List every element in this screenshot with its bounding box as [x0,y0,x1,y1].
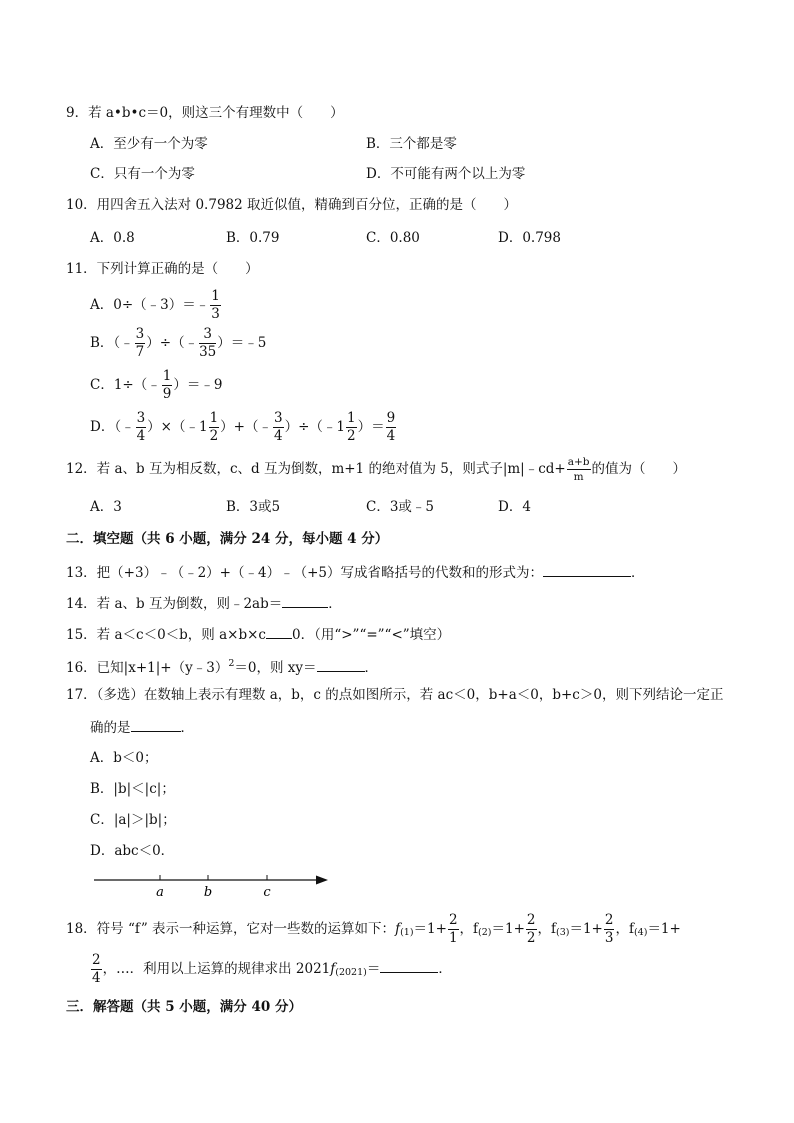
q18-line-1 [66,912,681,950]
q15-stem [66,624,450,644]
denominator: 2 [346,428,356,444]
q10-stem: 10．用四舍五入法对 0.7982 取近似值，精确到百分位，正确的是（ ） [66,197,517,213]
q17-option-a: A．b＜0； [90,750,158,766]
q10-option-c: C．0.80 [366,230,420,246]
q12-fraction [567,457,591,483]
denominator: 1 [448,930,458,946]
q12-stem [66,455,686,483]
numerator: a+b [567,457,591,471]
q11-c-text-1: C．1÷（﹣ [90,377,161,393]
q18-eq-3: ＝1+ [569,921,603,937]
numerator: 2 [604,914,615,931]
label-c: c [263,885,271,900]
number-line-diagram [92,872,332,902]
q16-exponent: 2 [228,658,235,669]
number-line-arrow [316,876,328,885]
q10-option-d: D．0.798 [498,230,561,246]
q14-text: 14．若 a、b 互为倒数，则﹣2ab＝ [66,596,283,612]
q18-f-2: ，f [459,921,479,937]
q16-text-1: 16．已知|x+1|+（y﹣3） [66,660,229,676]
q14-answer-blank[interactable] [282,593,328,608]
q12-option-b: B．3或5 [226,499,281,515]
q18-arg-1: (1) [400,927,414,938]
label-a: a [156,885,164,900]
q18-fraction-2 [526,911,537,946]
q11-option-c [90,368,222,402]
q18-fraction-3 [604,911,615,946]
q18-answer-blank[interactable] [380,958,438,973]
numerator: 2 [91,954,102,971]
label-b: b [203,885,213,900]
q12-stem-text-2: 的值为（ ） [591,461,687,477]
denominator: 4 [273,428,283,444]
numerator: 9 [386,412,397,429]
denominator: 35 [199,344,217,360]
q15-answer-blank[interactable] [266,624,292,639]
q18-eq-2021: ＝ [366,961,381,977]
q17-option-b: B．|b|＜|c|； [90,781,175,797]
q9-option-b: B．三个都是零 [366,136,457,152]
denominator: 7 [135,344,145,360]
numerator: 1 [346,412,357,429]
q11-b-text-1: B．（﹣ [90,335,134,351]
numerator: 3 [136,412,147,429]
q17-end: ． [180,720,194,736]
numerator: 3 [135,328,146,345]
numerator: 3 [273,412,284,429]
q17-option-c: C．|a|＞|b|； [90,812,176,828]
denominator: 4 [92,970,101,986]
q16-stem [66,655,378,677]
q13-end: ． [630,565,645,581]
q11-a-text: A．0÷（﹣3）＝﹣ [90,297,210,313]
q10-option-b: B．0.79 [226,230,280,246]
q11-b-text-3: ）＝﹣5 [217,335,267,351]
q18-eq-1: ＝1+ [413,921,447,937]
q9-option-d: D．不可能有两个以上为零 [366,166,526,182]
q16-answer-blank[interactable] [317,657,365,672]
q18-f-4: ，f [615,921,634,937]
q18-fraction-1 [448,911,459,946]
q18-eq-2: ＝1+ [491,921,525,937]
denominator: 2 [209,428,219,444]
denominator: 2 [526,930,536,946]
q17-answer-blank[interactable] [131,717,181,732]
q9-option-a: A．至少有一个为零 [90,136,208,152]
denominator: 4 [136,428,146,444]
q18-f-1: f [395,921,401,937]
q17-text: 确的是 [90,720,131,736]
q11-b-text-2: ）÷（﹣ [146,335,199,351]
q18-eq-4: ＝1+ [647,921,681,937]
q18-arg-4: (4) [633,927,648,938]
q11-b-fraction-1 [135,325,146,360]
q9-option-c: C．只有一个为零 [90,166,195,182]
q12-option-d: D．4 [498,499,531,515]
q18-text: 18．符号 “f” 表示一种运算，它对一些数的运算如下： [66,921,396,937]
q11-a-fraction [210,287,221,322]
numerator: 2 [448,914,459,931]
q13-text: 13．把（+3）﹣（﹣2）+（﹣4）﹣（+5）写成省略括号的代数和的形式为： [66,565,543,581]
numerator: 3 [199,328,216,345]
q14-end: ． [328,596,342,612]
q9-stem: 9．若 a•b•c＝0，则这三个有理数中（ ） [66,105,344,121]
q12-stem-text-1: 12．若 a、b 互为相反数，c、d 互为倒数，m+1 的绝对值为 5，则式子|m|﹣cd+ [66,461,566,477]
numerator: 1 [162,370,173,387]
q11-d-text-2: ）×（﹣1 [147,419,208,435]
q15-end: 0．（用“>”“=”“<”填空） [291,627,451,643]
q11-c-text-2: ）＝﹣9 [173,377,223,393]
denominator: 3 [604,930,614,946]
q17-stem-line-1: 17．（多选）在数轴上表示有理数 a，b，c 的点如图所示，若 ac＜0，b+a＜0，b+c＞0，则下列结论一定正 [66,687,724,703]
q18-line-2-text: ，…．利用以上运算的规律求出 2021 [102,961,331,977]
q18-arg-3: (3) [556,927,570,938]
q13-stem [66,562,644,582]
q15-text: 15．若 a＜c＜0＜b，则 a×b×c [66,627,266,643]
denominator: m [573,471,584,483]
q11-option-b [90,326,266,360]
q14-stem [66,593,342,613]
numerator: 1 [209,412,220,429]
section-3-heading: 三．解答题（共 5 小题，满分 40 分） [66,999,302,1015]
q16-text-2: ＝0，则 xy＝ [234,660,317,676]
q11-d-text-3: ）+（﹣ [220,419,272,435]
denominator: 9 [162,386,172,402]
q18-line-2 [90,952,452,990]
q11-d-text-4: ）÷（﹣1 [284,419,345,435]
q18-arg-2: (2) [478,927,492,938]
q11-d-fraction-4 [346,409,357,444]
section-2-heading: 二．填空题（共 6 小题，满分 24 分，每小题 4 分） [66,531,389,547]
q18-f-3: ，f [537,921,556,937]
q12-option-a: A．3 [90,499,122,515]
q18-fraction-4 [91,951,102,986]
q18-arg-2021: (2021) [335,967,367,978]
q11-d-fraction-5 [386,409,397,444]
q11-d-fraction-3 [273,409,284,444]
q12-option-c: C．3或﹣5 [366,499,435,515]
q11-option-d [90,410,397,444]
q11-d-text-5: ）＝ [357,419,385,435]
denominator: 3 [211,306,220,322]
numerator: 1 [210,290,221,307]
denominator: 4 [386,428,396,444]
numerator: 2 [526,914,537,931]
q11-option-a [90,288,222,322]
q11-d-text-1: D．（﹣ [90,419,135,435]
q11-c-fraction [162,367,173,402]
q17-option-d: D．abc＜0． [90,843,175,859]
q13-answer-blank[interactable] [543,562,631,577]
q11-d-fraction-1 [136,409,147,444]
q11-d-fraction-2 [209,409,220,444]
q17-stem-line-2 [90,717,194,737]
q16-end: ． [364,660,378,676]
q18-end: ． [438,961,452,977]
q11-stem: 11．下列计算正确的是（ ） [66,261,259,277]
q11-b-fraction-2 [199,325,217,360]
q10-option-a: A．0.8 [90,230,135,246]
q18-f-2021: f [330,961,336,977]
